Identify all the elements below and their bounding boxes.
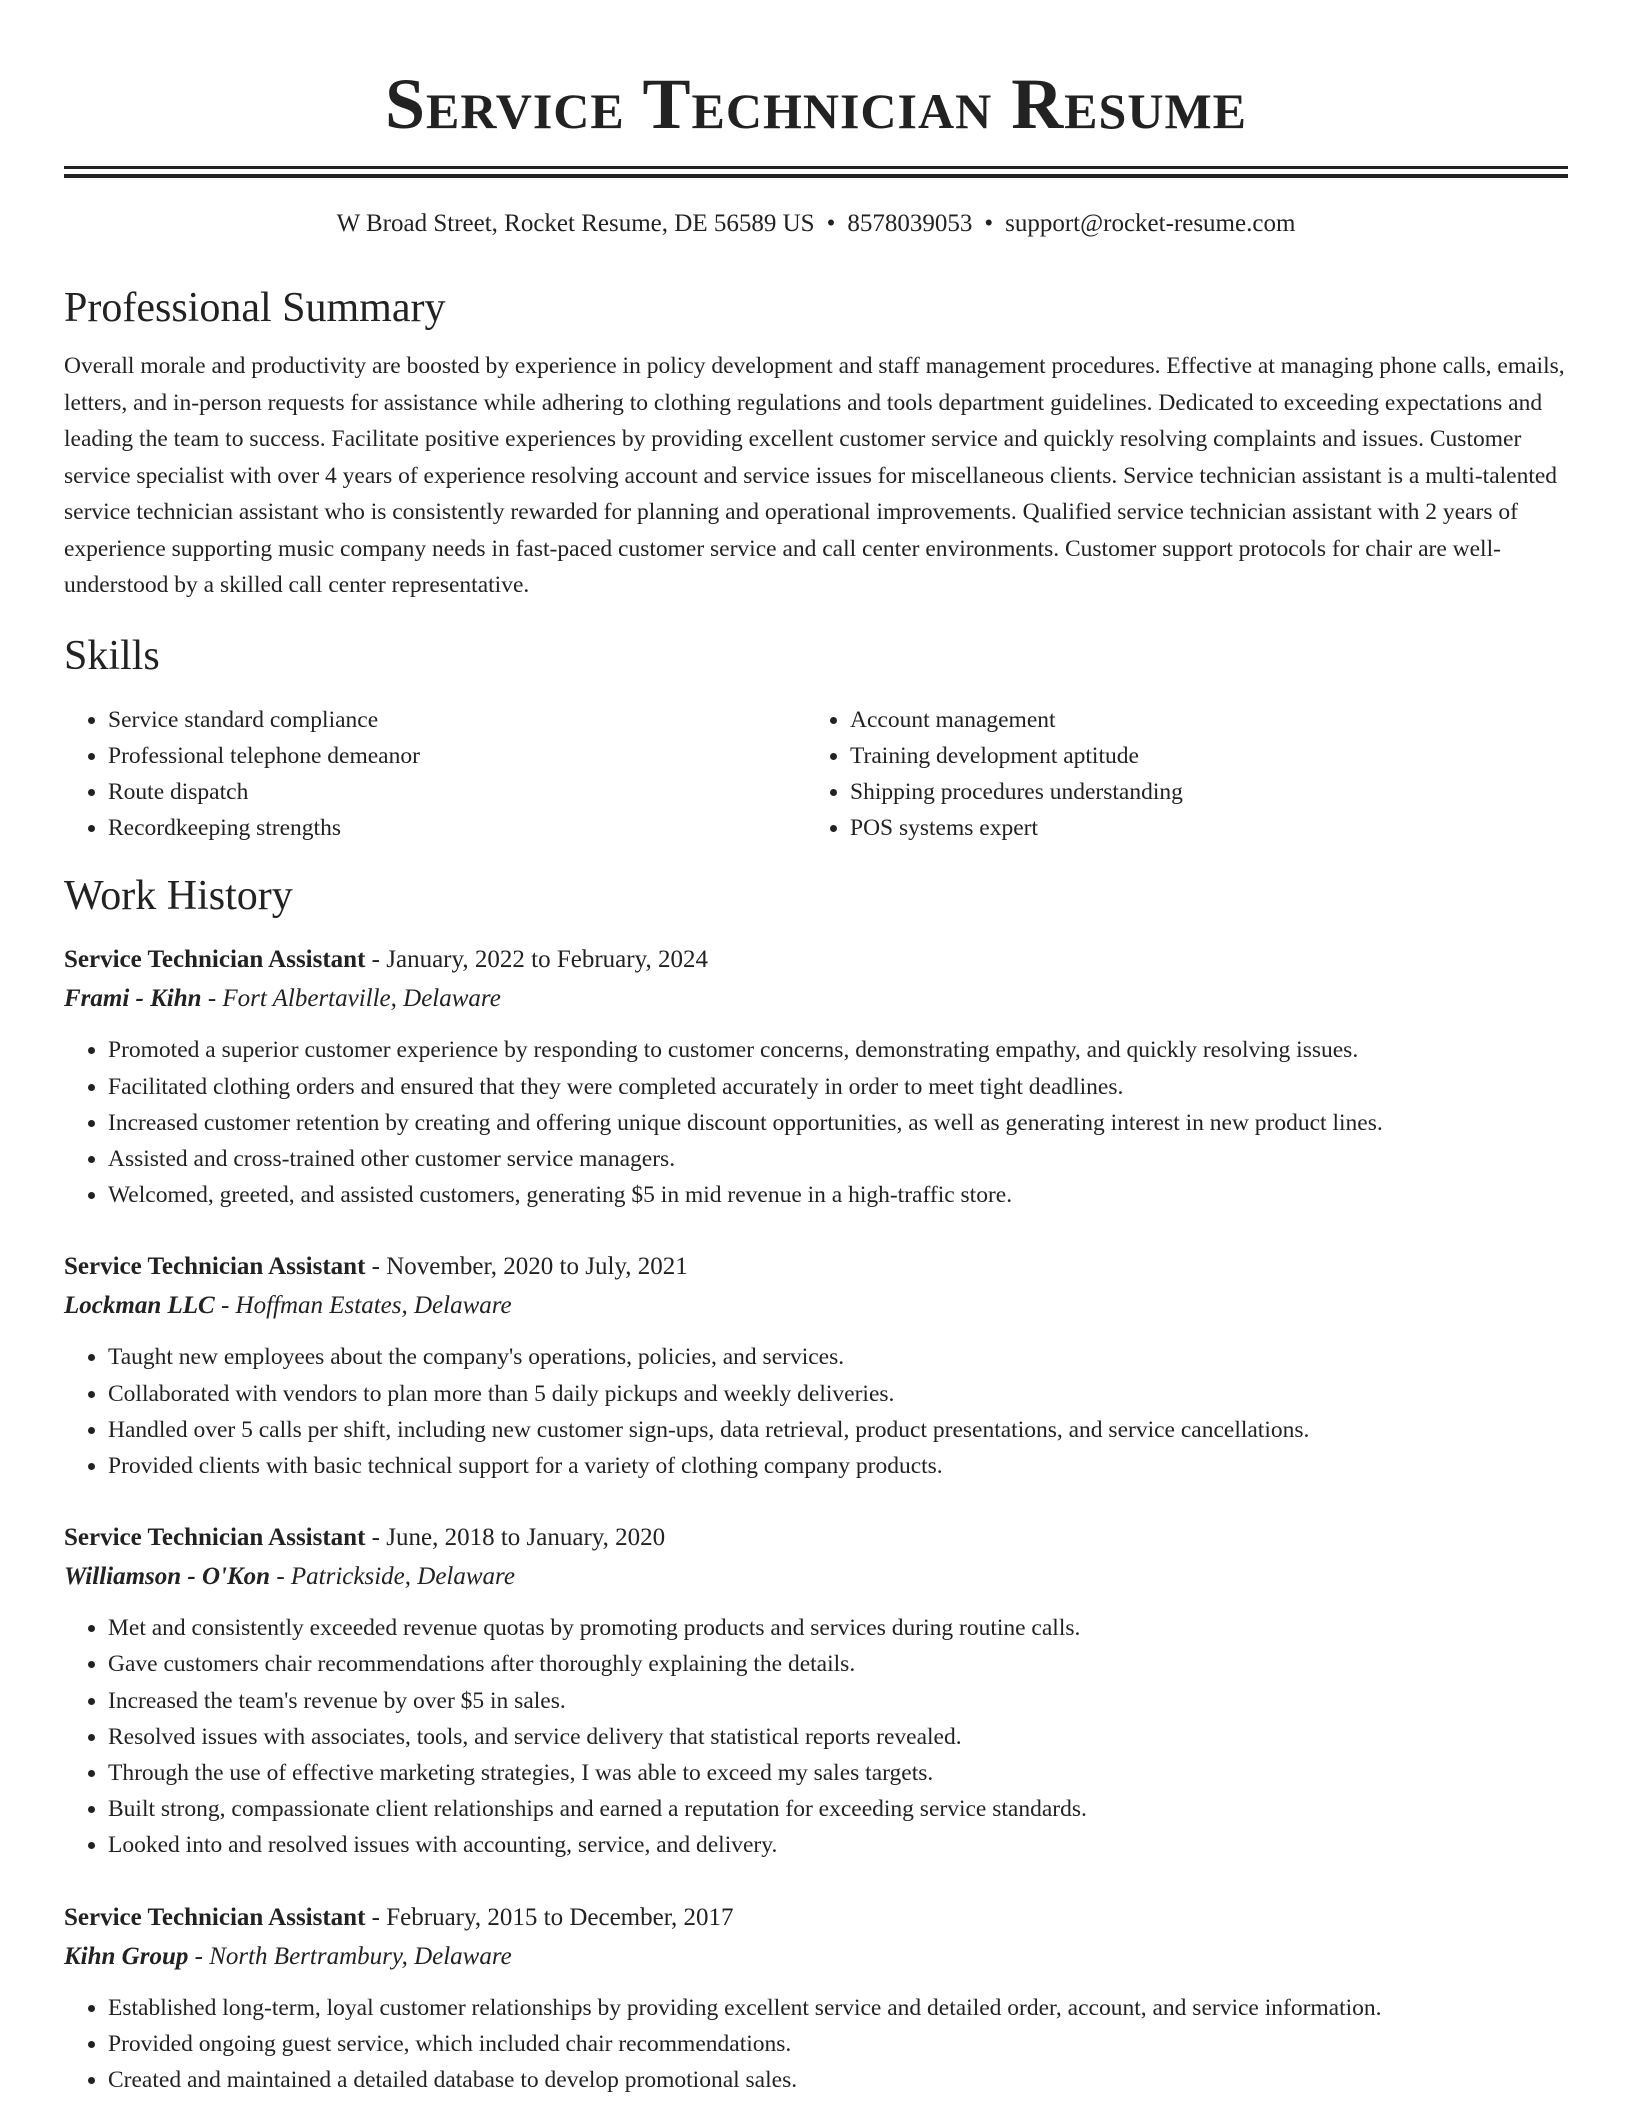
job-dates: - January, 2022 to February, 2024 (365, 946, 708, 974)
skill-item: • Account management (850, 702, 1548, 738)
job-bullet: • Created and maintained a detailed database to develop promotional sales. (108, 2062, 1568, 2098)
contact-email: support@rocket-resume.com (1005, 210, 1296, 237)
work-history-section (64, 870, 1568, 2098)
job-location: - Fort Albertaville, Delaware (201, 985, 501, 1013)
job-entry (64, 1898, 1568, 2099)
job-company: Williamson - O'Kon (64, 1563, 271, 1591)
job-bullet: • Established long-term, loyal customer relationships by providing excellent service and detailed order, account, and service information. (108, 1990, 1568, 2026)
job-role: Service Technician Assistant (64, 1903, 366, 1931)
contact-phone: 8578039053 (847, 210, 973, 237)
job-location: - Hoffman Estates, Delaware (214, 1292, 512, 1320)
job-employer (64, 1937, 1568, 1976)
contact-address: W Broad Street, Rocket Resume, DE 56589 US (336, 210, 815, 237)
skills-columns (64, 702, 1568, 847)
job-bullet: • Gave customers chair recommendations after thoroughly explaining the details. (108, 1646, 1568, 1682)
job-bullet: • Collaborated with vendors to plan more than 5 daily pickups and weekly deliveries. (108, 1376, 1568, 1412)
job-bullet: • Promoted a superior customer experience by responding to customer concerns, demonstrating empathy, and quickly resolving issues. (108, 1032, 1568, 1068)
job-bullets (64, 1339, 1568, 1484)
resume-title: Service Technician Resume (385, 64, 1247, 144)
skills-section (64, 630, 1568, 847)
job-bullet: • Met and consistently exceeded revenue quotas by promoting products and services during routine calls. (108, 1610, 1568, 1646)
skills-list-left (64, 702, 806, 847)
job-employer (64, 1286, 1568, 1325)
job-dates: - February, 2015 to December, 2017 (365, 1903, 734, 1931)
summary-section (64, 282, 1568, 604)
job-dates: - June, 2018 to January, 2020 (365, 1524, 666, 1552)
job-bullet: • Built strong, compassionate client relationships and earned a reputation for exceeding service standards. (108, 1791, 1568, 1827)
skill-item: • Training development aptitude (850, 738, 1548, 774)
job-header (64, 940, 1568, 979)
job-company: Kihn Group (64, 1942, 189, 1970)
job-entry (64, 1247, 1568, 1484)
job-bullet: • Facilitated clothing orders and ensured that they were completed accurately in order to meet tight deadlines. (108, 1069, 1568, 1105)
title-divider (64, 166, 1568, 178)
job-role: Service Technician Assistant (64, 946, 366, 974)
job-bullet: • Through the use of effective marketing strategies, I was able to exceed my sales targets. (108, 1755, 1568, 1791)
job-employer (64, 1557, 1568, 1596)
job-role: Service Technician Assistant (64, 1253, 366, 1281)
job-bullet: • Welcomed, greeted, and assisted customers, generating $5 in mid revenue in a high-traffic store. (108, 1177, 1568, 1213)
skill-item: • Route dispatch (108, 774, 806, 810)
summary-heading: Professional Summary (64, 285, 446, 331)
job-bullet: • Looked into and resolved issues with accounting, service, and delivery. (108, 1827, 1568, 1863)
skill-item: • Service standard compliance (108, 702, 806, 738)
job-location: - North Bertrambury, Delaware (188, 1942, 512, 1970)
skill-item: • Recordkeeping strengths (108, 810, 806, 846)
job-bullet: • Resolved issues with associates, tools, and service delivery that statistical reports revealed. (108, 1719, 1568, 1755)
skills-list-right (806, 702, 1548, 847)
job-bullets (64, 1990, 1568, 2099)
job-header (64, 1247, 1568, 1286)
job-employer (64, 979, 1568, 1018)
job-entry (64, 940, 1568, 1213)
skill-item: • Professional telephone demeanor (108, 738, 806, 774)
job-bullets (64, 1032, 1568, 1213)
job-entry (64, 1518, 1568, 1863)
job-bullet: • Handled over 5 calls per shift, including new customer sign-ups, data retrieval, product presentations, and service cancellations. (108, 1412, 1568, 1448)
resume-page (64, 0, 1568, 2098)
work-history-heading: Work History (64, 873, 293, 920)
skill-item: • Shipping procedures understanding (850, 774, 1548, 810)
job-bullet: • Increased the team's revenue by over $5 in sales. (108, 1683, 1568, 1719)
job-header (64, 1898, 1568, 1937)
contact-line (64, 206, 1568, 242)
job-role: Service Technician Assistant (64, 1524, 366, 1552)
job-bullets (64, 1610, 1568, 1863)
job-company: Frami - Kihn (64, 985, 202, 1013)
job-company: Lockman LLC (64, 1292, 215, 1320)
contact-separator: • (826, 210, 836, 237)
job-header (64, 1518, 1568, 1557)
job-location: - Patrickside, Delaware (270, 1563, 515, 1591)
job-bullet: • Increased customer retention by creating and offering unique discount opportunities, as well as generating interest in new product lines. (108, 1105, 1568, 1141)
contact-separator: • (984, 210, 994, 237)
job-bullet: • Provided clients with basic technical support for a variety of clothing company products. (108, 1448, 1568, 1484)
job-bullet: • Provided ongoing guest service, which included chair recommendations. (108, 2026, 1568, 2062)
job-dates: - November, 2020 to July, 2021 (365, 1253, 688, 1281)
job-bullet: • Assisted and cross-trained other customer service managers. (108, 1141, 1568, 1177)
job-bullet: • Taught new employees about the company's operations, policies, and services. (108, 1339, 1568, 1375)
summary-text: Overall morale and productivity are boosted by experience in policy development and staff management procedures. Effective at managing phone calls, emails, letters, and in-person requests for assistance while adhering to clothing regulations and tools department guidelines. Dedicated to exceeding expectations and leading the team to success. Facilitate positive experiences by providing excellent customer service and quickly resolving complaints and issues. Customer service specialist with over 4 years of experience resolving account and service issues for miscellaneous clients. Service technician assistant is a multi-talented service technician assistant who is consistently rewarded for planning and operational improvements. Qualified service technician assistant with 2 years of experience supporting music company needs in fast-paced customer service and call center environments. Customer support protocols for chair are well-understood by a skilled call center representative. (64, 353, 1565, 598)
skill-item: • POS systems expert (850, 810, 1548, 846)
skills-heading: Skills (64, 632, 160, 679)
